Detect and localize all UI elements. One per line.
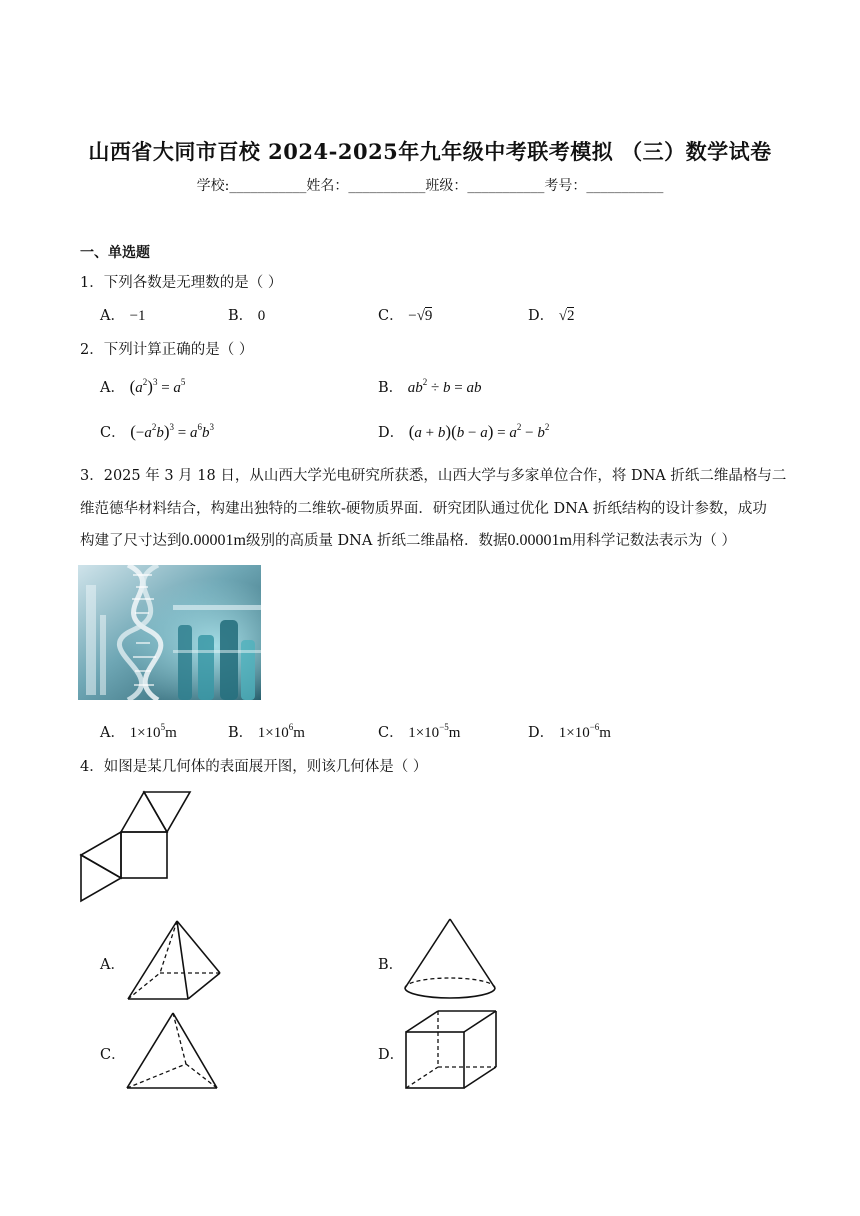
- q3-exp-b: 6: [288, 722, 294, 732]
- q2-label-d: D．: [378, 425, 405, 441]
- q1-value-b: 0: [257, 308, 266, 324]
- q3-unit-c: m: [448, 725, 461, 741]
- q3-number-2: 0.00001m: [507, 532, 572, 549]
- q2-formula-c: $(-a^2b)^3 = a^6b^3$: [130, 422, 214, 441]
- q1-label-b: B．: [228, 308, 254, 324]
- q2-formula-b: $ab^2 \div b$ = ab: [407, 377, 482, 396]
- q3-base-c: 1×10: [408, 725, 440, 741]
- q4-label-b: B．: [378, 957, 404, 973]
- q1-option-d: [528, 304, 574, 325]
- q2-option-b: [378, 376, 481, 397]
- q3-text-a: 构建了尺寸达到: [80, 533, 182, 549]
- q4-label-d: D．: [378, 1047, 405, 1063]
- sqrt-icon: √: [416, 308, 425, 324]
- q3-unit-b: m: [293, 725, 305, 741]
- q3-number: 0.00001m: [181, 532, 246, 549]
- page-title: 山西省大同市百校 2024-2025年九年级中考联考模拟 （三）数学试卷: [88, 139, 772, 164]
- q1-option-c: [378, 304, 432, 325]
- q3-option-d: [528, 721, 611, 742]
- q2-option-c: [100, 421, 214, 442]
- q3-value-d: [558, 722, 611, 741]
- q4-stem: 4．如图是某几何体的表面展开图，则该几何体是（ ）: [80, 759, 428, 775]
- q3-value-a: [129, 722, 177, 741]
- q1-label-d: D．: [528, 308, 555, 324]
- q1-value-a: −1: [129, 308, 146, 324]
- q4-label-a: A．: [100, 957, 125, 973]
- q3-option-a: [100, 721, 177, 742]
- q2-label-a: A．: [100, 380, 125, 396]
- q1-value-c: [408, 307, 432, 324]
- q3-unit-d: m: [599, 725, 611, 741]
- q1-label-c: C．: [378, 308, 404, 324]
- q2-stem: 2．下列计算正确的是（ ）: [80, 342, 254, 358]
- cone-icon: [402, 916, 498, 1002]
- square-pyramid-icon: [124, 917, 224, 1003]
- q2-label-b: B．: [378, 380, 404, 396]
- q3-line-3: [80, 529, 736, 550]
- q3-exp-a: 5: [160, 722, 166, 732]
- q3-label-d: D．: [528, 725, 555, 741]
- q3-exp-c: −5: [439, 722, 449, 732]
- dna-lab-photo: [78, 565, 261, 700]
- q1-value-d: [559, 307, 575, 324]
- minus-sign: −: [408, 308, 417, 324]
- q3-base-a: 1×10: [129, 725, 161, 741]
- q3-label-c: C．: [378, 725, 404, 741]
- q3-base-b: 1×10: [257, 725, 289, 741]
- student-info-line: 学校:___________姓名：___________班级：___________考号：___________: [196, 178, 664, 194]
- section-heading: 一、单选题: [80, 245, 150, 261]
- q3-text-b: 级别的高质量 DNA 折纸二维晶格．数据: [245, 533, 508, 549]
- q3-exp-d: −6: [589, 722, 600, 732]
- radicand: 9: [424, 308, 433, 324]
- q3-line-2: 维范德华材料结合，构建出独特的二维软-硬物质界面．研究团队通过优化 DNA 折纸结构的设计参数，成功: [80, 501, 767, 517]
- q3-label-b: B．: [228, 725, 254, 741]
- q1-option-a: [100, 304, 146, 325]
- q2-option-d: [378, 421, 549, 442]
- q1-label-a: A．: [100, 308, 125, 324]
- q3-value-c: [408, 722, 461, 741]
- cube-icon: [402, 1008, 502, 1092]
- q2-formula-d: $(a + b)(b - a) = a^2 - b^2$: [408, 422, 550, 441]
- sqrt-icon: √: [558, 308, 567, 324]
- q4-label-c: C．: [100, 1047, 126, 1063]
- q1-stem: 1．下列各数是无理数的是（ ）: [80, 275, 283, 291]
- q3-label-a: A．: [100, 725, 125, 741]
- q3-value-b: [257, 722, 305, 741]
- q3-option-b: [228, 721, 305, 742]
- q2-label-c: C．: [100, 425, 126, 441]
- q2-option-a: [100, 376, 185, 397]
- q3-line-1: 3．2025 年 3 月 18 日，从山西大学光电研究所获悉，山西大学与多家单位合作，将 DNA 折纸二维晶格与二: [80, 468, 787, 484]
- net-diagram: [78, 790, 194, 905]
- triangular-pyramid-icon: [124, 1010, 222, 1092]
- dna-helix-icon: [78, 565, 261, 700]
- q3-text-c: 用科学记数法表示为（ ）: [571, 533, 737, 549]
- q2-formula-a: $(a^2)^3 = a^5$: [129, 377, 186, 396]
- q1-option-b: [228, 304, 265, 325]
- q3-option-c: [378, 721, 460, 742]
- radicand: 2: [566, 308, 575, 324]
- q3-base-d: 1×10: [558, 725, 590, 741]
- q3-unit-a: m: [165, 725, 177, 741]
